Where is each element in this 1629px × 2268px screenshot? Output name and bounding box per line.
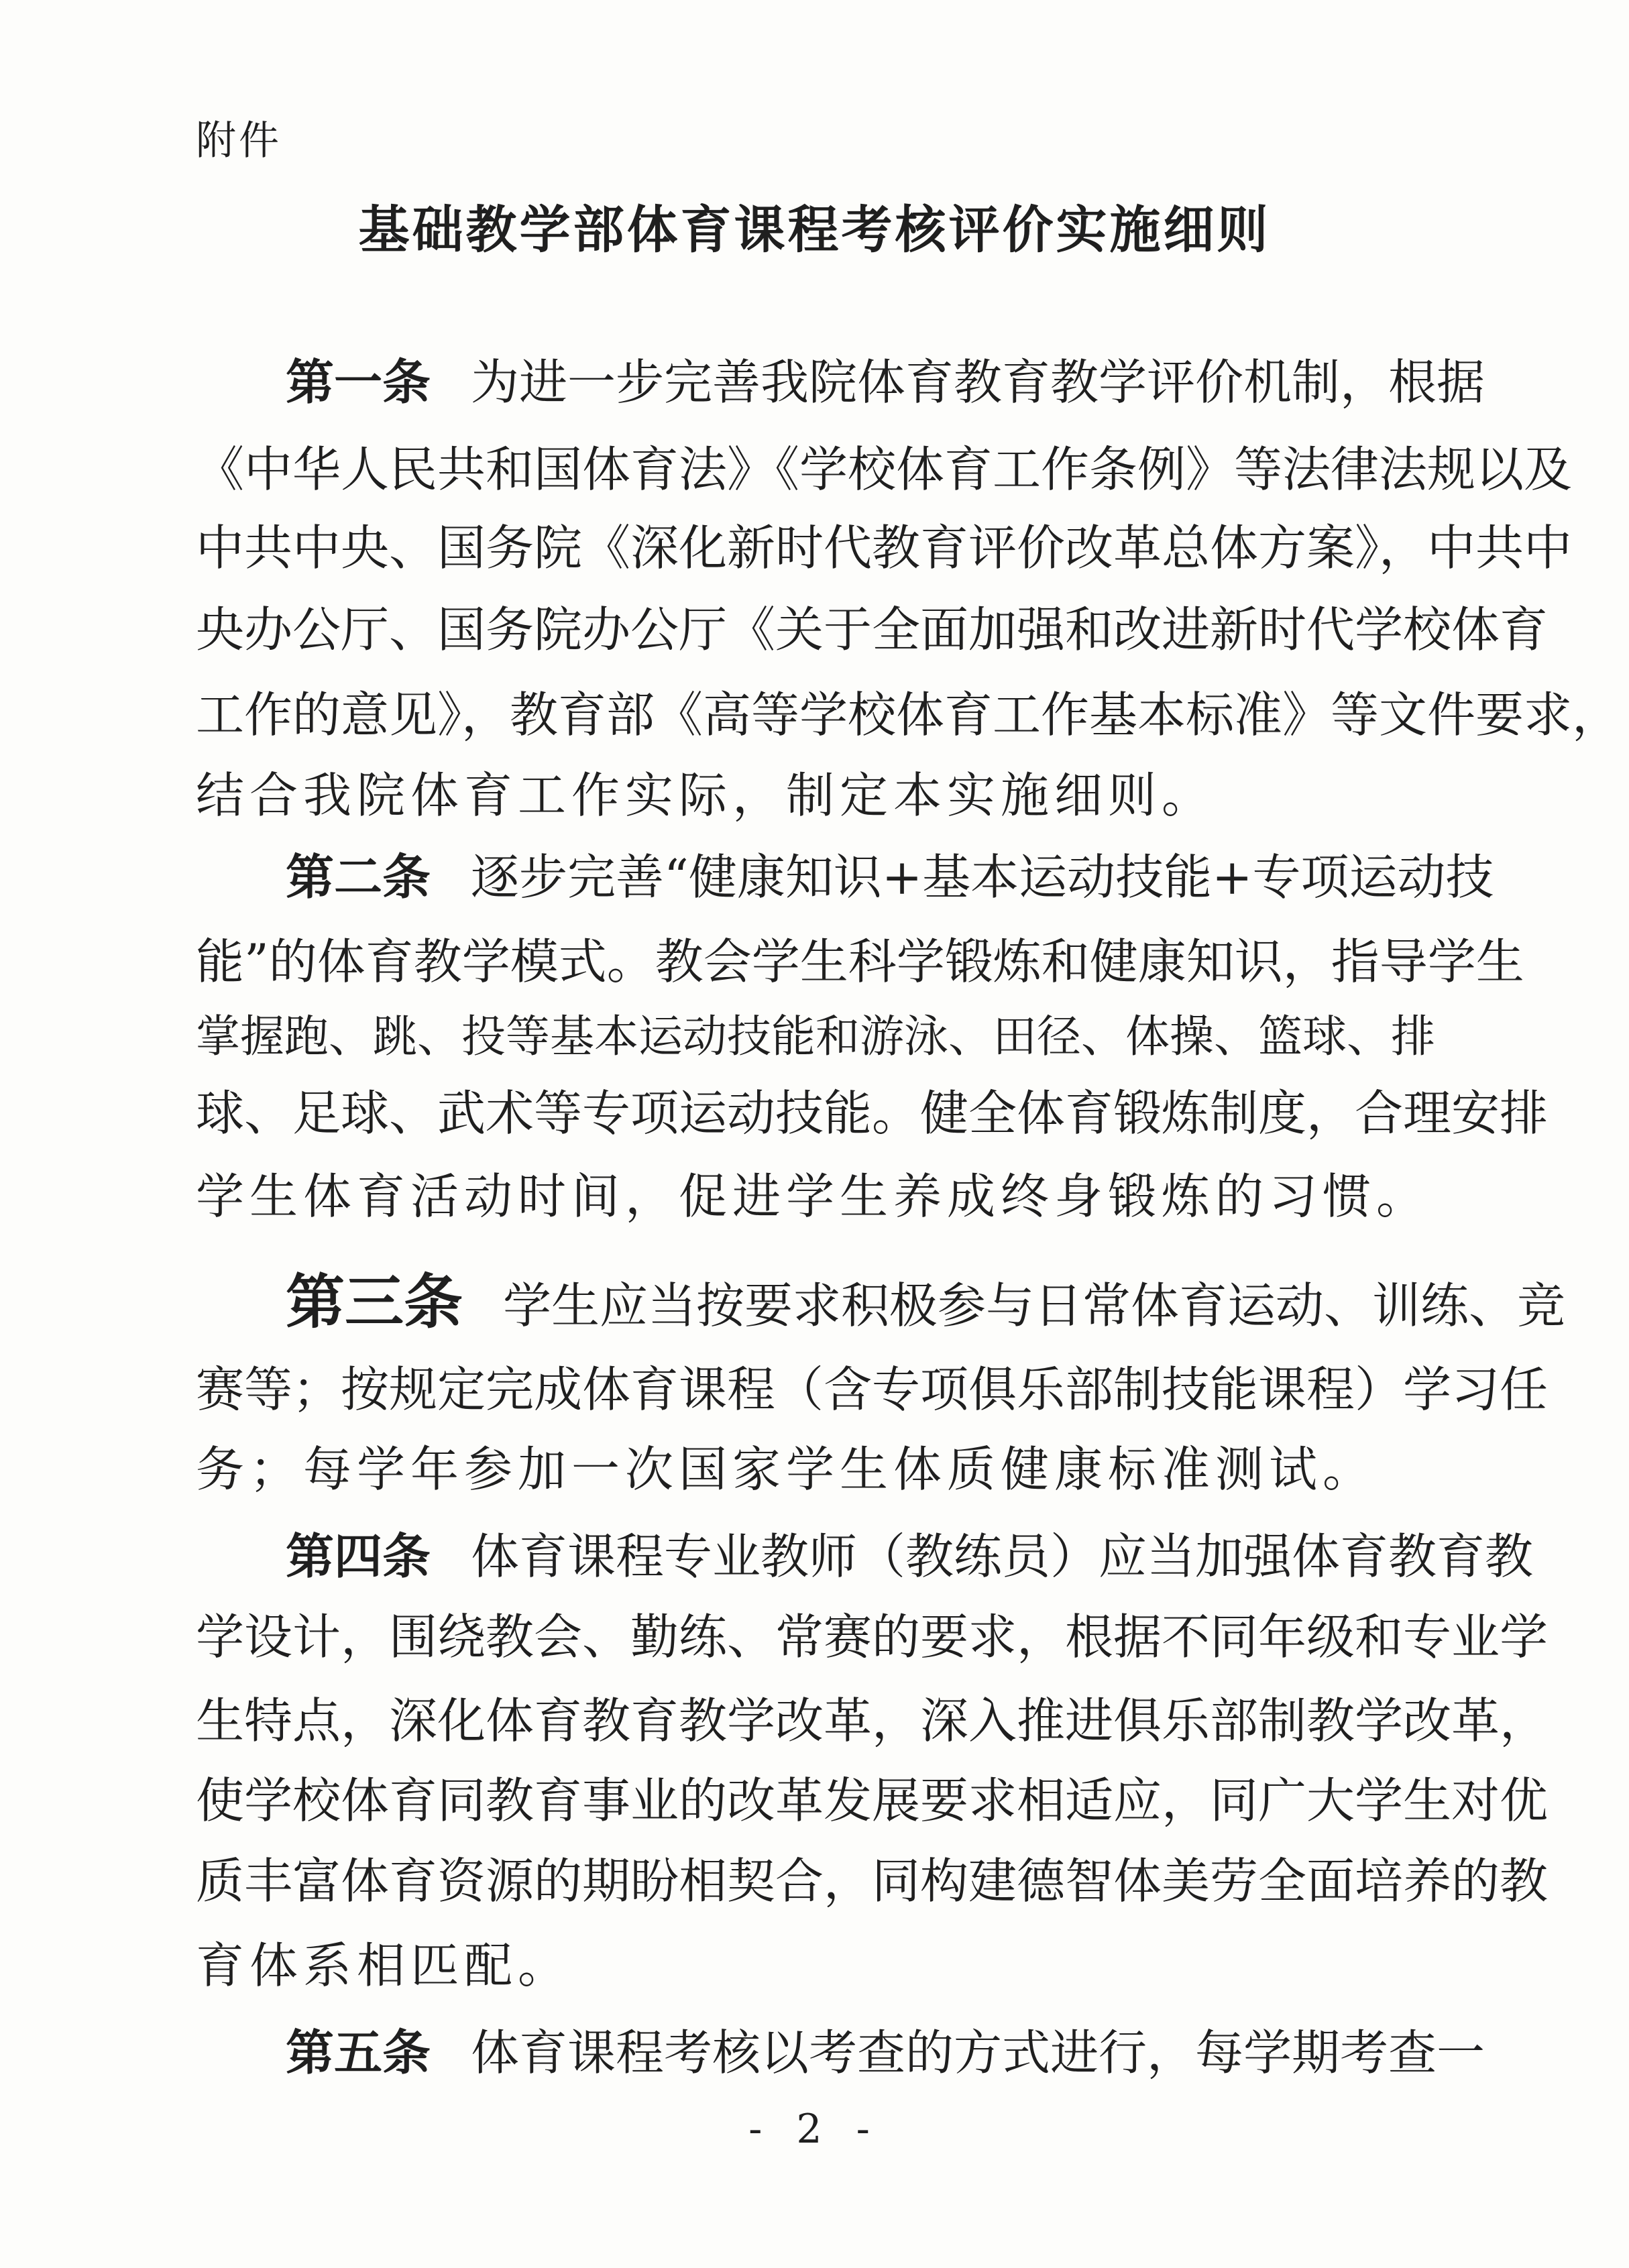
article-3-line-3: 务；每学年参加一次国家学生体质健康标准测试。 — [196, 1441, 1377, 1497]
article-1-line-4: 央办公厅、国务院办公厅《关于全面加强和改进新时代学校体育 — [196, 602, 1549, 658]
article-2-line-5: 学生体育活动时间，促进学生养成终身锻炼的习惯。 — [196, 1168, 1430, 1225]
article-4-line-2: 学设计，围绕教会、勤练、常赛的要求，根据不同年级和专业学 — [196, 1609, 1549, 1665]
article-4-line-3: 生特点，深化体育教育教学改革，深入推进俱乐部制教学改革， — [196, 1693, 1549, 1749]
article-3-label: 第三条 — [286, 1267, 463, 1337]
document-title: 基础教学部体育课程考核评价实施细则 — [358, 200, 1271, 260]
article-2-line-2: 能”的体育教学模式。教会学生科学锻炼和健康知识，指导学生 — [196, 933, 1524, 990]
article-1-line-2: 《中华人民共和国体育法》《学校体育工作条例》等法律法规以及 — [196, 441, 1573, 498]
article-2-line-4: 球、足球、武术等专项运动技能。健全体育锻炼制度，合理安排 — [196, 1085, 1549, 1141]
article-3-line-2: 赛等；按规定完成体育课程（含专项俱乐部制技能课程）学习任 — [196, 1361, 1549, 1418]
article-3-text-1: 学生应当按要求积极参与日常体育运动、训练、竞 — [503, 1278, 1566, 1334]
article-1-label: 第一条 — [286, 354, 431, 410]
article-5-label: 第五条 — [286, 2025, 431, 2081]
article-2-line-1 — [286, 840, 1494, 914]
article-1-line-3: 中共中央、国务院《深化新时代教育评价改革总体方案》，中共中 — [196, 520, 1573, 576]
article-4-text-1: 体育课程专业教师（教练员）应当加强体育教育教 — [471, 1528, 1534, 1585]
article-4-line-1 — [286, 1520, 1534, 1593]
article-2-text-1: 逐步完善“健康知识+基本运动技能+专项运动技 — [471, 849, 1494, 905]
article-1-line-1 — [286, 345, 1485, 419]
article-2-label: 第二条 — [286, 849, 431, 905]
article-3-line-1 — [286, 1265, 1566, 1339]
article-1-line-5: 工作的意见》，教育部《高等学校体育工作基本标准》等文件要求， — [196, 687, 1621, 743]
article-4-line-4: 使学校体育同教育事业的改革发展要求相适应，同广大学生对优 — [196, 1772, 1549, 1829]
attachment-label: 附件 — [196, 117, 282, 164]
article-4-label: 第四条 — [286, 1528, 431, 1585]
article-5-text-1: 体育课程考核以考查的方式进行，每学期考查一 — [471, 2025, 1485, 2081]
article-4-line-5: 质丰富体育资源的期盼相契合，同构建德智体美劳全面培养的教 — [196, 1853, 1549, 1909]
article-1-text-1: 为进一步完善我院体育教育教学评价机制，根据 — [471, 354, 1485, 410]
article-5-line-1 — [286, 2016, 1485, 2090]
article-4-line-6: 育体系相匹配。 — [196, 1937, 572, 1994]
article-1-line-6: 结合我院体育工作实际，制定本实施细则。 — [196, 767, 1216, 824]
page-number: - 2 - — [748, 2106, 881, 2153]
article-2-line-3: 掌握跑、跳、投等基本运动技能和游泳、田径、体操、篮球、排 — [196, 1011, 1435, 1062]
